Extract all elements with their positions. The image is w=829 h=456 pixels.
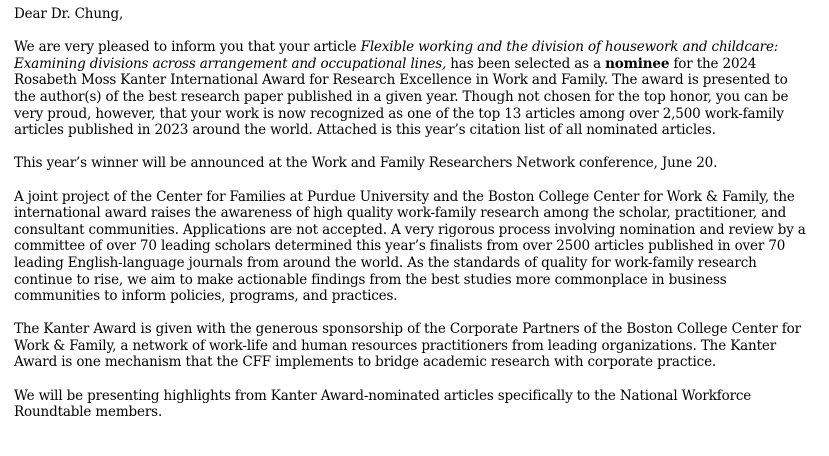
paragraph-line: We will be presenting highlights from Kanter Award-nominated articles specifically to the National Workforce bbox=[14, 387, 752, 404]
paragraph-line: articles published in 2023 around the world. Attached is this year’s citation list of all nominated articles. bbox=[14, 122, 716, 139]
paragraph-line: the author(s) of the best research paper published in a given year. Though not chosen for the top honor, you can be bbox=[14, 88, 789, 105]
paragraph-line: consultant communities. Applications are not accepted. A very rigorous process involving nomination and review by a bbox=[14, 221, 806, 238]
paragraph-line: Work & Family, a network of work-life and human resources practitioners from leading organizations. The Kanter bbox=[14, 337, 776, 354]
paragraph-nomination bbox=[14, 39, 819, 139]
paragraph-line bbox=[14, 39, 819, 56]
article-title: Flexible working and the division of housework and childcare: bbox=[360, 39, 779, 56]
paragraph-line: communities to inform policies, programs, and practices. bbox=[14, 288, 398, 305]
text-span: for the 2024 bbox=[669, 55, 757, 72]
text-span: has been selected as a bbox=[446, 55, 606, 72]
paragraph-line: continue to rise, we aim to make actionable findings from the best studies more commonplace in business bbox=[14, 271, 727, 288]
paragraph-gap bbox=[14, 23, 819, 40]
paragraph-line bbox=[14, 56, 819, 73]
paragraph-gap bbox=[14, 172, 819, 189]
paragraph-line: international award raises the awareness of high quality work-family research among the scholar, practitioner, and bbox=[14, 205, 787, 222]
paragraph-gap bbox=[14, 305, 819, 322]
nominee-emphasis: nominee bbox=[605, 55, 670, 72]
paragraph-line: A joint project of the Center for Families at Purdue University and the Boston College Center for Work & Family, the bbox=[14, 188, 795, 205]
paragraph-gap bbox=[14, 139, 819, 156]
paragraph-line: very proud, however, that your work is now recognized as one of the top 13 articles among over 2,500 work-family bbox=[14, 105, 784, 122]
paragraph-line: leading English-language journals from around the world. As the standards of quality for work-family research bbox=[14, 254, 757, 271]
article-title: Examining divisions across arrangement and occupational lines, bbox=[14, 55, 447, 72]
paragraph-award-description bbox=[14, 189, 819, 305]
paragraph-line: The Kanter Award is given with the generous sponsorship of the Corporate Partners of the Boston College Center for bbox=[14, 321, 801, 338]
text-span: We are very pleased to inform you that your article bbox=[14, 39, 361, 56]
paragraph-line: Roundtable members. bbox=[14, 404, 163, 421]
paragraph-line: Award is one mechanism that the CFF implements to bridge academic research with corporate practice. bbox=[14, 354, 717, 371]
paragraph-line: This year’s winner will be announced at the Work and Family Researchers Network conference, June 20. bbox=[14, 155, 718, 172]
paragraph-line: Rosabeth Moss Kanter International Award for Research Excellence in Work and Family. The award is presented to bbox=[14, 72, 788, 89]
salutation: Dear Dr. Chung, bbox=[14, 6, 124, 22]
paragraph-winner-announcement bbox=[14, 155, 819, 172]
paragraph-line: committee of over 70 leading scholars determined this year’s finalists from over 2500 articles published in over 70 bbox=[14, 238, 786, 255]
paragraph-highlights bbox=[14, 388, 819, 421]
paragraph-sponsorship bbox=[14, 321, 819, 371]
paragraph-gap bbox=[14, 371, 819, 388]
